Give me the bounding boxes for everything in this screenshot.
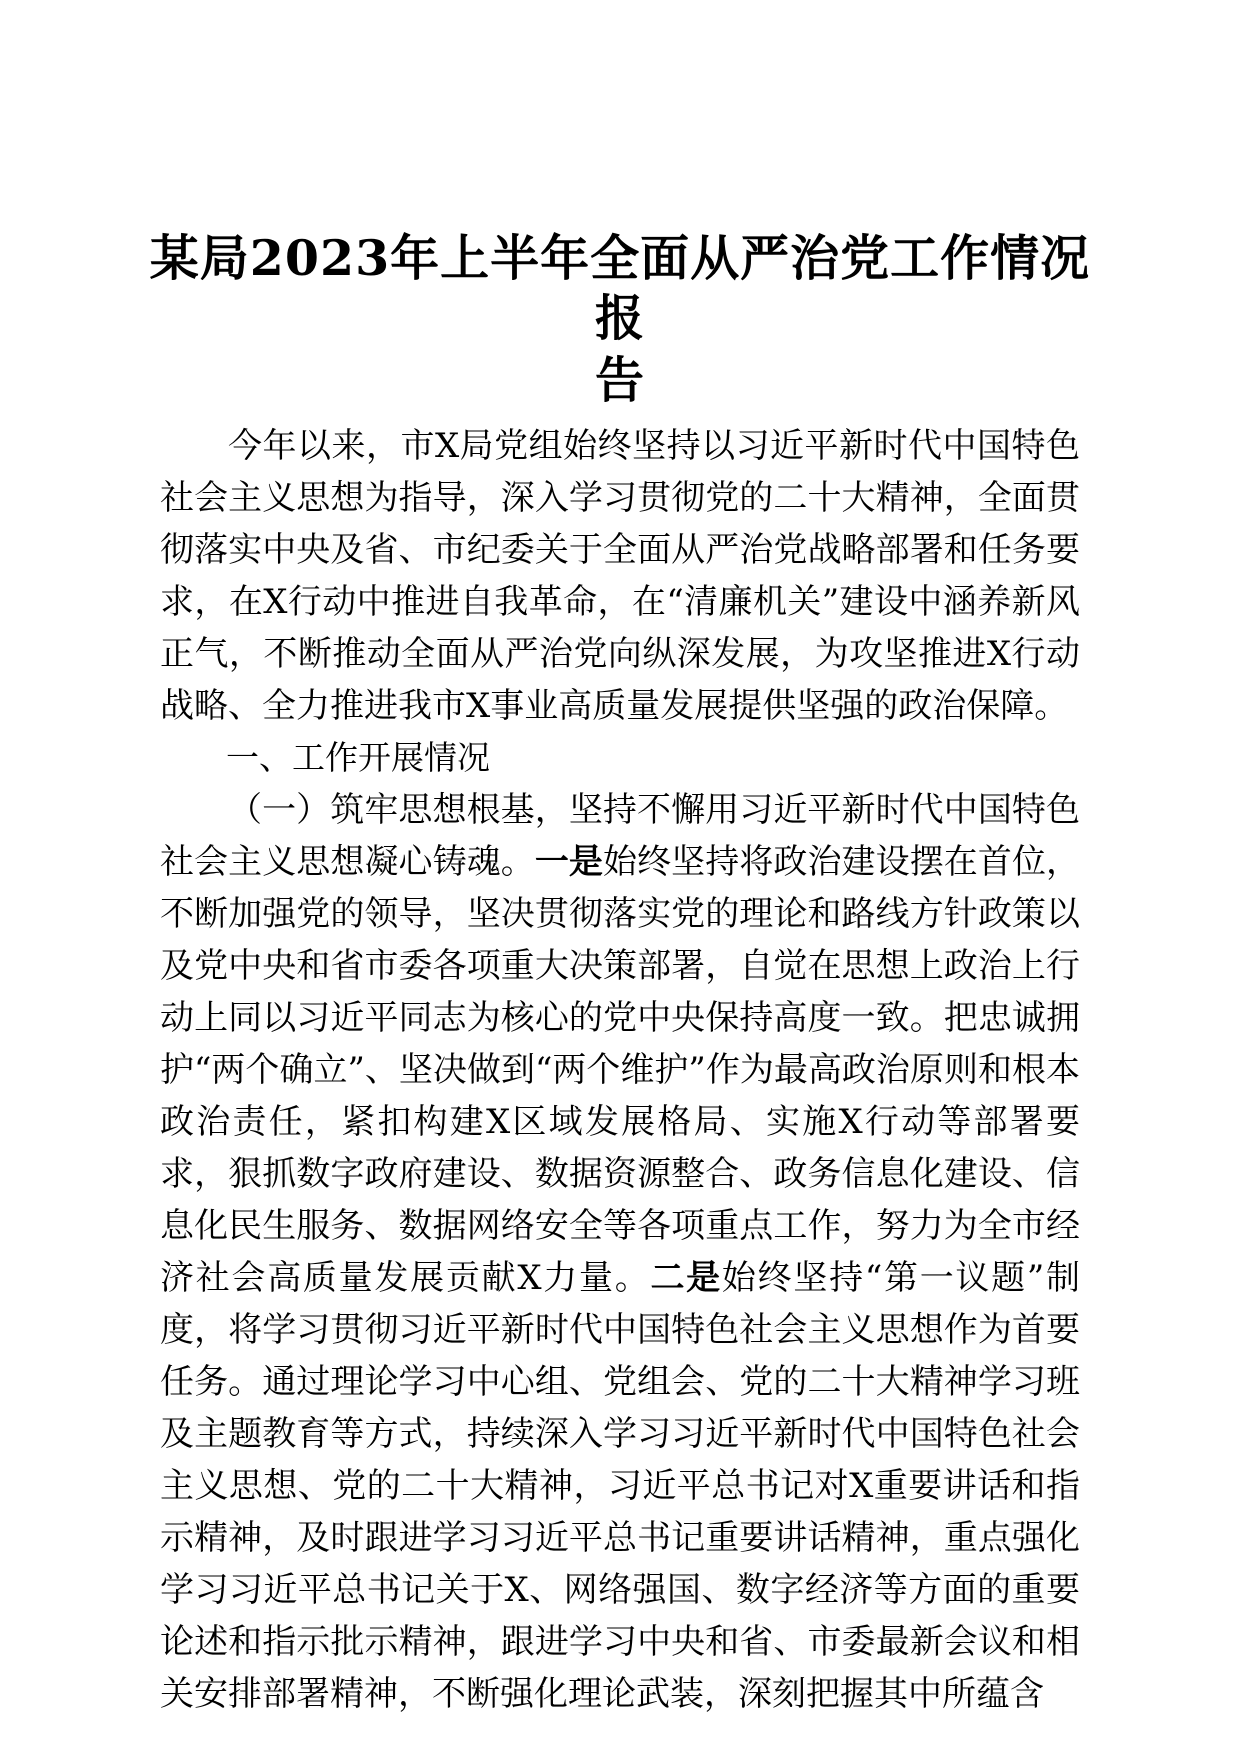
subsection-1-paragraph [160,784,1080,1720]
point-2-label: 二是 [650,1258,722,1298]
document-title-line-1: 某局2023年上半年全面从严治党工作情况报 [149,229,1091,347]
section-1-heading: 一、工作开展情况 [226,738,490,777]
document-title-line-2: 告 [594,351,645,409]
point-1-text: 始终坚持将政治建设摆在首位，不断加强党的领导，坚决贯彻落实党的理论和路线方针政策以及党中央和省市委各项重大决策部署，自觉在思想上政治上行动上同以习近平同志为核心的党中央保持高度一致。把忠诚拥护“两个确立”、坚决做到“两个维护”作为最高政治原则和根本政治责任，紧扣构建X区域发展格局、实施X行动等部署要求，狠抓数字政府建设、数据资源整合、政务信息化建设、信息化民生服务、数据网络安全等各项重点工作，努力为全市经济社会高质量发展贡献X力量。 [160,842,1081,1298]
document-body [160,420,1080,1720]
subsection-1-heading: （一）筑牢思想根基，坚持不懈用习近平新时代中国特色社会主义思想凝心铸魂。 [160,790,1080,882]
point-1-label: 一是 [534,842,604,882]
intro-paragraph: 今年以来，市X局党组始终坚持以习近平新时代中国特色社会主义思想为指导，深入学习贯彻党的二十大精神，全面贯彻落实中央及省、市纪委关于全面从严治党战略部署和任务要求，在X行动中推进自我革命，在“清廉机关”建设中涵养新风正气，不断推动全面从严治党向纵深发展，为攻坚推进X行动战略、全力推进我市X事业高质量发展提供坚强的政治保障。 [160,426,1080,726]
point-2-text: 始终坚持“第一议题”制度，将学习贯彻习近平新时代中国特色社会主义思想作为首要任务。通过理论学习中心组、党组会、党的二十大精神学习班及主题教育等方式，持续深入学习习近平新时代中国特色社会主义思想、党的二十大精神，习近平总书记对X重要讲话和指示精神，及时跟进学习习近平总书记重要讲话精神，重点强化学习习近平总书记关于X、网络强国、数字经济等方面的重要论述和指示批示精神，跟进学习中央和省、市委最新会议和相关安排部署精神，不断强化理论武装，深刻把握其中所蕴含 [160,1258,1080,1714]
